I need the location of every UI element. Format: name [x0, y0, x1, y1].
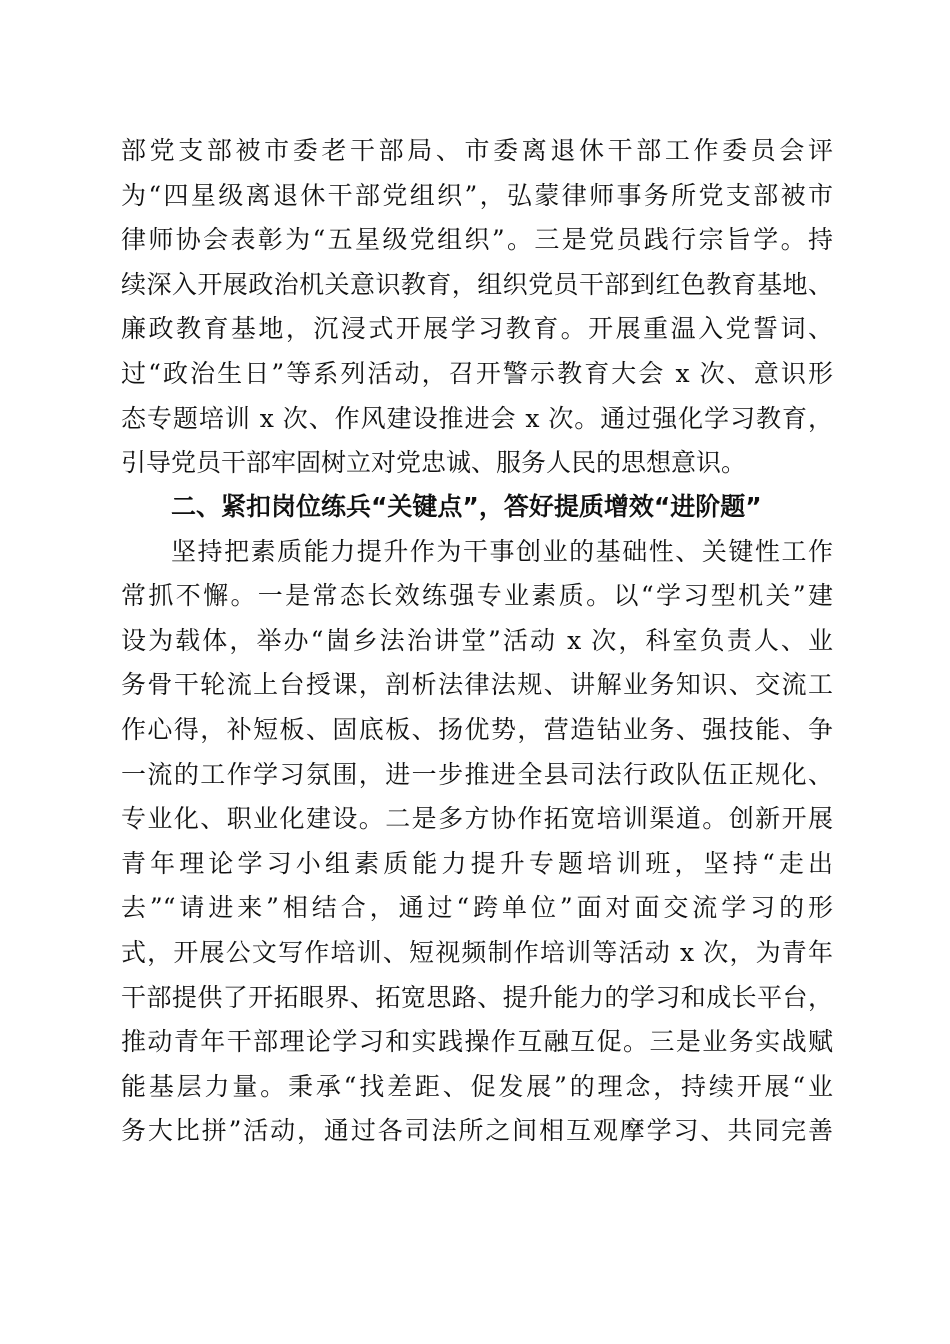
- paragraph-line: 推动青年干部理论学习和实践操作互融互促。三是业务实战赋: [121, 1027, 833, 1057]
- paragraph-line: 青年理论学习小组素质能力提升专题培训班，坚持“走出: [121, 848, 833, 878]
- paragraph-line: 续深入开展政治机关意识教育，组织党员干部到红色教育基地、: [121, 269, 833, 299]
- paragraph-line: 务骨干轮流上台授课，剖析法律法规、讲解业务知识、交流工: [121, 670, 833, 700]
- paragraph-line: 作心得，补短板、固底板、扬优势，营造钻业务、强技能、争: [121, 714, 833, 744]
- paragraph-line: 干部提供了开拓眼界、拓宽思路、提升能力的学习和成长平台，: [121, 982, 833, 1012]
- paragraph-line: 引导党员干部牢固树立对党忠诚、服务人民的思想意识。: [121, 448, 747, 478]
- paragraph-1: [121, 129, 833, 486]
- paragraph-line: 去”“请进来”相结合，通过“跨单位”面对面交流学习的形: [121, 893, 833, 923]
- section-heading: 二、紧扣岗位练兵“关键点”，答好提质增效“进阶题”: [171, 492, 762, 521]
- paragraph-line: 常抓不懈。一是常态长效练强专业素质。以“学习型机关”建: [121, 581, 833, 611]
- paragraph-line: 专业化、职业化建设。二是多方协作拓宽培训渠道。创新开展: [121, 804, 833, 834]
- paragraph-line: 坚持把素质能力提升作为干事创业的基础性、关键性工作: [171, 536, 833, 566]
- paragraph-line: 态专题培训 x 次、作风建设推进会 x 次。通过强化学习教育，: [121, 403, 833, 433]
- paragraph-line: 为“四星级离退休干部党组织”，弘蒙律师事务所党支部被市: [121, 180, 833, 210]
- paragraph-line: 律师协会表彰为“五星级党组织”。三是党员践行宗旨学。持: [121, 225, 833, 255]
- paragraph-line: 设为载体，举办“崮乡法治讲堂”活动 x 次，科室负责人、业: [121, 625, 833, 655]
- paragraph-line: 式，开展公文写作培训、短视频制作培训等活动 x 次，为青年: [121, 937, 833, 967]
- paragraph-line: 部党支部被市委老干部局、市委离退休干部工作委员会评: [121, 136, 833, 165]
- paragraph-line: 务大比拼”活动，通过各司法所之间相互观摩学习、共同完善: [121, 1116, 833, 1146]
- paragraph-line: 廉政教育基地，沉浸式开展学习教育。开展重温入党誓词、: [121, 314, 833, 344]
- paragraph-line: 过“政治生日”等系列活动，召开警示教育大会 x 次、意识形: [121, 358, 833, 388]
- section-2: [121, 485, 833, 1154]
- paragraph-line: 能基层力量。秉承“找差距、促发展”的理念，持续开展“业: [121, 1071, 833, 1101]
- paragraph-line: 一流的工作学习氛围，进一步推进全县司法行政队伍正规化、: [121, 759, 833, 789]
